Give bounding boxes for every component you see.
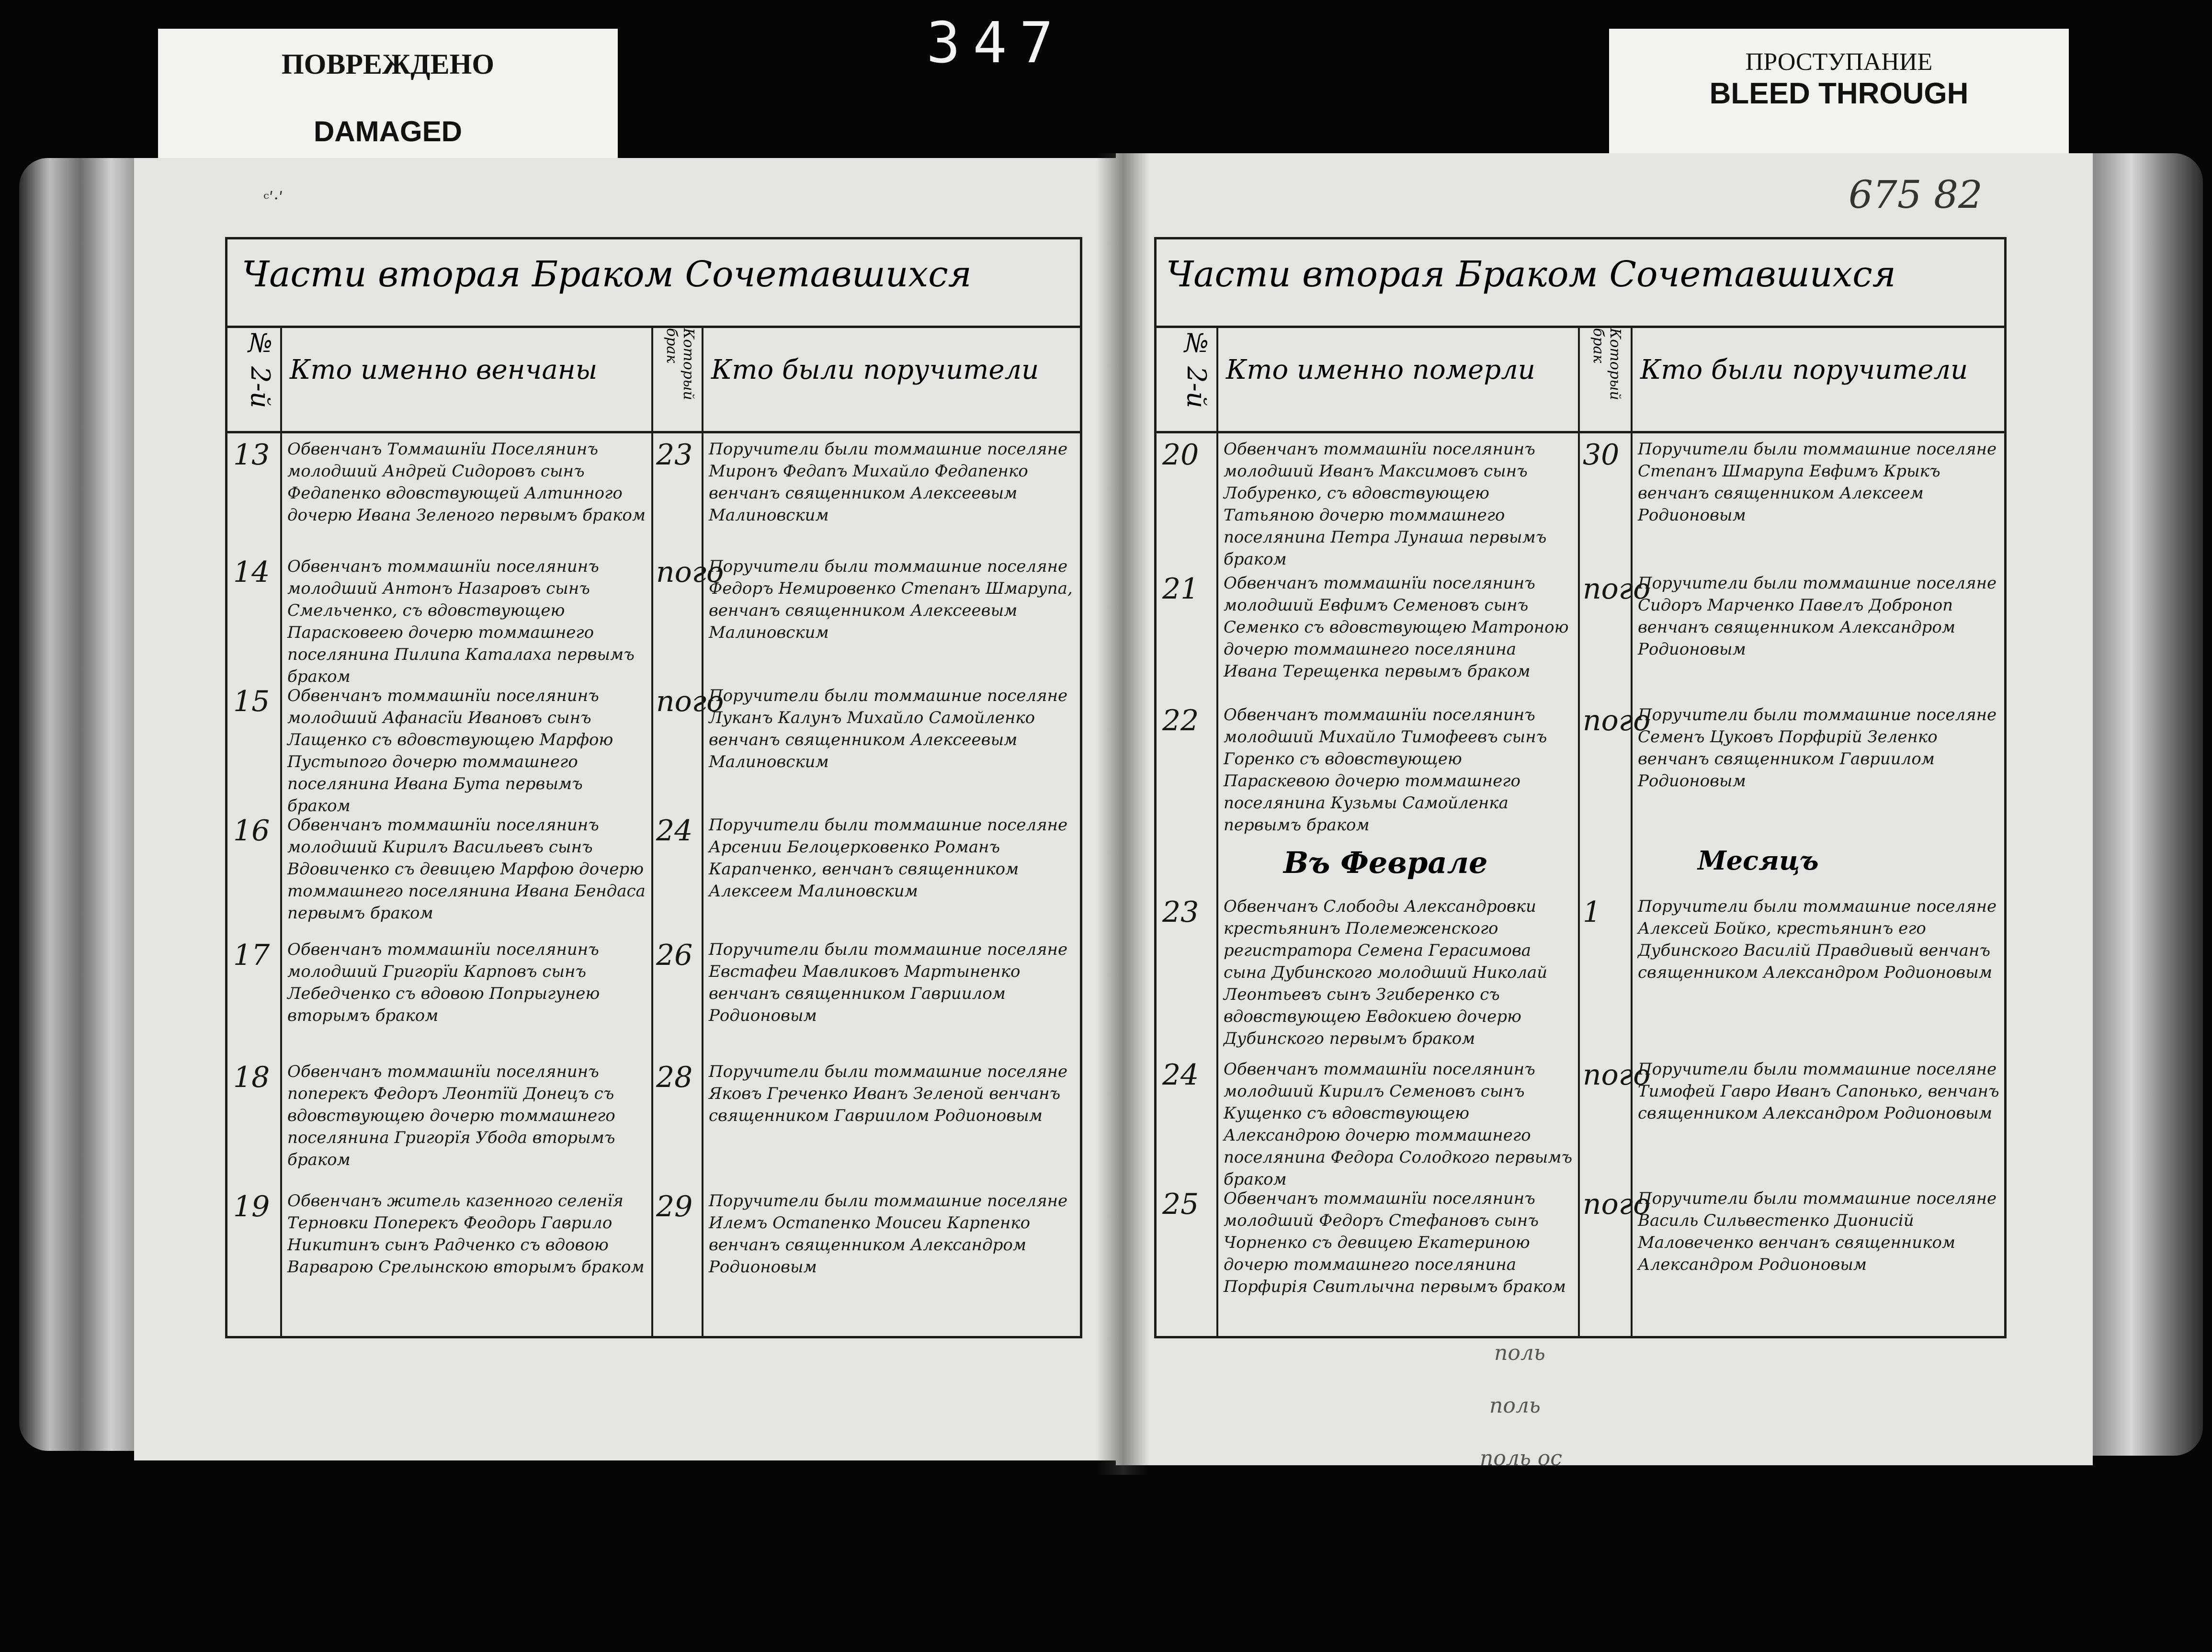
header-who: Кто именно венчаны — [290, 354, 598, 385]
entry-married-persons: Обвенчанъ томмашнїи поселянинъ молодший Антонъ Назаровъ сынъ Смельченко, съ вдовствующею Парасковеею дочерю томмашнего поселянина Пилипа Каталаха первымъ браком — [287, 557, 635, 686]
entry-number: 22 — [1162, 704, 1199, 737]
entry-marriage-count: пого — [656, 555, 724, 589]
entry-number: 18 — [233, 1061, 270, 1094]
register-entry — [1157, 1058, 2004, 1188]
entry-witnesses: Поручители были томмашние поселяне Луканъ Калунъ Михайло Самойленко венчанъ священником Алексеевым Малиновским — [709, 686, 1068, 771]
page-ink-mark: ᶜʹ·ʹ — [263, 189, 284, 208]
right-page-title: Части вторая Браком Сочетавшихся — [1166, 254, 1896, 295]
damaged-label-en: DAMAGED — [314, 115, 462, 147]
entry-marriage-count: 30 — [1583, 438, 1620, 472]
entry-number: 15 — [233, 685, 270, 718]
header-times: Который брак — [1590, 328, 1623, 400]
register-entry — [1157, 572, 2004, 704]
entry-marriage-count: пого — [1583, 1058, 1651, 1092]
month-heading-march: Месяцъ — [1698, 845, 1819, 876]
entry-number: 23 — [1162, 895, 1199, 929]
left-header-row — [227, 328, 1080, 433]
entry-number: 16 — [233, 814, 270, 848]
header-number: № 2-й — [245, 328, 275, 408]
entry-married-persons: Обвенчанъ томмашнїи поселянинъ молодший Афанасїи Ивановъ сынъ Лащенко съ вдовствующею Марфою Пустыпого дочерю томмашнего поселянина Ивана Бута первымъ браком — [287, 686, 613, 815]
entry-number: 19 — [233, 1190, 270, 1223]
left-register-table — [225, 237, 1082, 1338]
pencil-note: поль — [1494, 1341, 1545, 1365]
folio-number: 347 — [926, 10, 1066, 76]
pencil-note: поль — [1489, 1393, 1541, 1418]
entry-witnesses: Поручители были томмашние поселяне Василь Сильвестенко Дионисій Маловеченко венчанъ священником Александром Родионовым — [1638, 1189, 1997, 1274]
entry-married-persons: Обвенчанъ томмашнїи поселянинъ молодший Григорїи Карповъ сынъ Лебедченко съ вдовою Попрыгунею вторымъ браком — [287, 940, 600, 1025]
entry-number: 20 — [1162, 438, 1199, 472]
entry-witnesses: Поручители были томмашние поселяне Тимофей Гавро Иванъ Сапонько, венчанъ священником Александром Родионовым — [1638, 1060, 1999, 1123]
header-witnesses: Кто были поручители — [711, 354, 1039, 385]
entry-witnesses: Поручители были томмашние поселяне Федоръ Немировенко Степанъ Шмарупа, венчанъ священником Алексеевым Малиновским — [709, 557, 1073, 642]
entry-number: 17 — [233, 939, 270, 972]
register-entry — [1157, 438, 2004, 572]
entry-marriage-count: 24 — [656, 814, 693, 848]
right-title-row — [1157, 239, 2004, 328]
entry-witnesses: Поручители были томмашние поселяне Яковъ Греченко Иванъ Зеленой венчанъ священником Гавриилом Родионовым — [709, 1062, 1068, 1125]
damaged-label-card — [158, 29, 618, 163]
entry-married-persons: Обвенчанъ томмашнїи поселянинъ поперекъ Федоръ Леонтїй Донецъ съ вдовствующею дочерю томмашнего поселянина Григорїя Убода вторымъ браком — [287, 1062, 615, 1169]
left-page-title: Части вторая Браком Сочетавшихся — [242, 254, 972, 295]
register-entry — [227, 685, 1080, 814]
register-entry — [1157, 895, 2004, 1058]
entry-witnesses: Поручители были томмашние поселяне Арсении Белоцерковенко Романъ Карапченко, венчанъ священником Алексеем Малиновским — [709, 815, 1068, 901]
entry-marriage-count: 23 — [656, 438, 693, 472]
right-register-table — [1154, 237, 2007, 1338]
bleed-label-en: BLEED THROUGH — [1709, 77, 1969, 110]
entry-marriage-count: 1 — [1583, 895, 1601, 929]
entry-married-persons: Обвенчанъ томмашнїи поселянинъ молодший Иванъ Максимовъ сынъ Лобуренко, съ вдовствующею Татьяною дочерю томмашнего поселянина Петра Лунаша первымъ браком — [1224, 440, 1547, 569]
register-entry — [227, 814, 1080, 939]
register-entry — [227, 1061, 1080, 1190]
entry-marriage-count: 29 — [656, 1190, 693, 1223]
entry-married-persons: Обвенчанъ Томмашнїи Поселянинъ молодший Андрей Сидоровъ сынъ Федапенко вдовствующей Алтинного дочерю Ивана Зеленого первымъ браком — [287, 440, 646, 525]
header-number: № 2-й — [1181, 328, 1212, 408]
pencil-note: поль ос — [1480, 1446, 1562, 1471]
entry-married-persons: Обвенчанъ томмашнїи поселянинъ молодший Кирилъ Васильевъ сынъ Вдовиченко съ девицею Марфою дочерю томмашнего поселянина Ивана Бендаса первымъ браком — [287, 815, 646, 923]
register-entry — [1157, 1188, 2004, 1312]
left-title-row — [227, 239, 1080, 328]
entry-marriage-count: пого — [656, 685, 724, 718]
register-entry — [227, 939, 1080, 1061]
entry-marriage-count: пого — [1583, 572, 1651, 606]
register-entry — [227, 438, 1080, 555]
bleed-label-ru: ПРОСТУПАНИЕ — [1745, 48, 1933, 76]
month-heading-february: Въ Феврале — [1283, 845, 1488, 880]
header-who: Кто именно померли — [1226, 354, 1535, 385]
entry-witnesses: Поручители были томмашние поселяне Евстафеи Мавликовъ Мартыненко венчанъ священником Гавриилом Родионовым — [709, 940, 1068, 1025]
entry-number: 24 — [1162, 1058, 1199, 1092]
entry-married-persons: Обвенчанъ Слободы Александровки крестьянинъ Полемеженского регистратора Семена Герасимова сына Дубинского молодший Николай Леонтьевъ сынъ Згиберенко съ вдовствующею Евдокиею дочерю Дубинского первымъ браком — [1224, 897, 1548, 1048]
right-header-row — [1157, 328, 2004, 433]
header-times: Который брак — [663, 328, 697, 400]
entry-marriage-count: 28 — [656, 1061, 693, 1094]
book-gutter — [1097, 153, 1149, 1475]
entry-number: 21 — [1162, 572, 1199, 606]
corner-page-number: 675 82 — [1849, 172, 1983, 217]
register-entry — [227, 555, 1080, 685]
entry-number: 25 — [1162, 1188, 1199, 1221]
entry-number: 13 — [233, 438, 270, 472]
bleed-through-label-card — [1609, 29, 2069, 153]
entry-witnesses: Поручители были томмашние поселяне Семенъ Цуковъ Порфирій Зеленко венчанъ священником Гавриилом Родионовым — [1638, 705, 1997, 791]
entry-marriage-count: пого — [1583, 704, 1651, 737]
entry-witnesses: Поручители были томмашние поселяне Миронъ Федапъ Михайло Федапенко венчанъ священником Алексеевым Малиновским — [709, 440, 1068, 525]
entry-married-persons: Обвенчанъ томмашнїи поселянинъ молодший Евфимъ Семеновъ сынъ Семенко съ вдовствующею Матроною дочерю томмашнего поселянина Ивана Терещенка первымъ браком — [1224, 574, 1569, 681]
entry-marriage-count: 26 — [656, 939, 693, 972]
entry-number: 14 — [233, 555, 270, 589]
header-witnesses: Кто были поручители — [1640, 354, 1968, 385]
entry-married-persons: Обвенчанъ томмашнїи поселянинъ молодший Федоръ Стефановъ сынъ Чорненко съ девицею Екатериною дочерю томмашнего поселянина Порфирія Свитлычна первымъ браком — [1224, 1189, 1566, 1296]
entry-witnesses: Поручители были томмашние поселяне Алексей Бойко, крестьянинъ его Дубинского Василій Правдивый венчанъ священником Александром Родионовым — [1638, 897, 1997, 982]
entry-married-persons: Обвенчанъ томмашнїи поселянинъ молодший Кирилъ Семеновъ сынъ Кущенко съ вдовствующею Александрою дочерю томмашнего поселянина Федора Солодкого первымъ браком — [1224, 1060, 1573, 1189]
entry-married-persons: Обвенчанъ житель казенного селенїя Терновки Поперекъ Феодорь Гаврило Никитинъ сынъ Радченко съ вдовою Варварою Срелынскою вторымъ браком — [287, 1191, 645, 1277]
register-entry — [227, 1190, 1080, 1314]
entry-witnesses: Поручители были томмашние поселяне Степанъ Шмарупа Евфимъ Крыкъ венчанъ священником Алексеем Родионовым — [1638, 440, 1997, 525]
entry-witnesses: Поручители были томмашние поселяне Сидоръ Марченко Павелъ Доброноп венчанъ священником Александром Родионовым — [1638, 574, 1997, 659]
entry-marriage-count: пого — [1583, 1188, 1651, 1221]
damaged-label-ru: ПОВРЕЖДЕНО — [282, 48, 494, 80]
entry-witnesses: Поручители были томмашние поселяне Илемъ Остапенко Моисеи Карпенко венчанъ священником Александром Родионовым — [709, 1191, 1068, 1277]
entry-married-persons: Обвенчанъ томмашнїи поселянинъ молодший Михайло Тимофеевъ сынъ Горенко съ вдовствующею Параскевою дочерю томмашнего поселянина Кузьмы Самойленка первымъ браком — [1224, 705, 1547, 835]
